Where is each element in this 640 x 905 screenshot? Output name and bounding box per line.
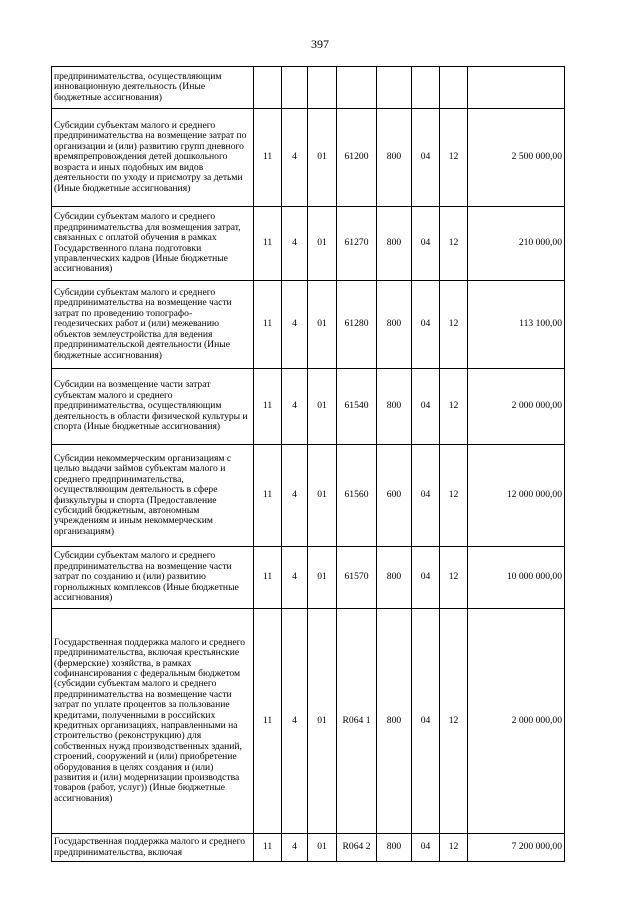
subsection-code: 12 xyxy=(440,281,468,369)
row-description: Субсидии некоммерческим организациям с целью выдачи займов субъектам малого и среднего предпринимательства, осуществляющим деятельность в сфере физкультуры и спорта (Предоставление субсидий бюджетным, автономным учреждениям и иным некоммерческим организациям) xyxy=(52,445,254,547)
event-code: 01 xyxy=(308,445,337,547)
table-row xyxy=(52,547,565,609)
expense-type-code: 800 xyxy=(377,281,412,369)
row-description: предпринимательства, осуществляющим инновационную деятельность (Иные бюджетные ассигнования) xyxy=(52,67,254,109)
expense-type-code: 800 xyxy=(377,109,412,207)
table-row xyxy=(52,834,565,862)
direction-code: 61570 xyxy=(337,547,377,609)
expense-type-code: 800 xyxy=(377,609,412,834)
section-code: 11 xyxy=(254,207,282,281)
row-description: Субсидии на возмещение части затрат субъектам малого и среднего предпринимательства, осуществляющим деятельность в области физической культуры и спорта (Иные бюджетные ассигнования) xyxy=(52,369,254,445)
subprogram-code: 4 xyxy=(282,834,308,862)
subprogram-code: 4 xyxy=(282,547,308,609)
subsection-code: 12 xyxy=(440,445,468,547)
subprogram-code: 4 xyxy=(282,207,308,281)
direction-code: 61280 xyxy=(337,281,377,369)
amount-value: 10 000 000,00 xyxy=(468,547,565,609)
chapter-code xyxy=(412,67,440,109)
subprogram-code: 4 xyxy=(282,281,308,369)
amount-value: 2 000 000,00 xyxy=(468,609,565,834)
direction-code: 61200 xyxy=(337,109,377,207)
section-code xyxy=(254,67,282,109)
event-code: 01 xyxy=(308,207,337,281)
direction-code: R064 2 xyxy=(337,834,377,862)
budget-table xyxy=(51,66,565,862)
amount-value: 12 000 000,00 xyxy=(468,445,565,547)
event-code xyxy=(308,67,337,109)
expense-type-code: 800 xyxy=(377,369,412,445)
direction-code xyxy=(337,67,377,109)
subprogram-code xyxy=(282,67,308,109)
table-row xyxy=(52,609,565,834)
chapter-code: 04 xyxy=(412,207,440,281)
table-row xyxy=(52,369,565,445)
amount-value xyxy=(468,67,565,109)
amount-value: 113 100,00 xyxy=(468,281,565,369)
amount-value: 2 000 000,00 xyxy=(468,369,565,445)
subprogram-code: 4 xyxy=(282,445,308,547)
direction-code: 61540 xyxy=(337,369,377,445)
chapter-code: 04 xyxy=(412,445,440,547)
subprogram-code: 4 xyxy=(282,609,308,834)
row-description: Субсидии субъектам малого и среднего предпринимательства на возмещение части затрат по проведению топографо-геодезических работ и (или) межеванию объектов землеустройства для ведения предпринимательской деятельности (Иные бюджетные ассигнования) xyxy=(52,281,254,369)
chapter-code: 04 xyxy=(412,547,440,609)
table-row xyxy=(52,109,565,207)
chapter-code: 04 xyxy=(412,834,440,862)
row-description: Субсидии субъектам малого и среднего предпринимательства на возмещение части затрат по созданию и (или) развитию горнолыжных комплексов (Иные бюджетные ассигнования) xyxy=(52,547,254,609)
section-code: 11 xyxy=(254,834,282,862)
section-code: 11 xyxy=(254,281,282,369)
subsection-code: 12 xyxy=(440,547,468,609)
row-description: Государственная поддержка малого и среднего предпринимательства, включая xyxy=(52,834,254,862)
direction-code: 61560 xyxy=(337,445,377,547)
event-code: 01 xyxy=(308,369,337,445)
chapter-code: 04 xyxy=(412,109,440,207)
section-code: 11 xyxy=(254,547,282,609)
event-code: 01 xyxy=(308,281,337,369)
section-code: 11 xyxy=(254,609,282,834)
section-code: 11 xyxy=(254,445,282,547)
event-code: 01 xyxy=(308,834,337,862)
event-code: 01 xyxy=(308,109,337,207)
expense-type-code: 800 xyxy=(377,207,412,281)
subsection-code: 12 xyxy=(440,207,468,281)
expense-type-code: 800 xyxy=(377,834,412,862)
page-number: 397 xyxy=(311,37,329,51)
subsection-code: 12 xyxy=(440,109,468,207)
amount-value: 7 200 000,00 xyxy=(468,834,565,862)
chapter-code: 04 xyxy=(412,609,440,834)
chapter-code: 04 xyxy=(412,281,440,369)
table-row xyxy=(52,207,565,281)
event-code: 01 xyxy=(308,609,337,834)
table-row xyxy=(52,67,565,109)
table-row xyxy=(52,445,565,547)
chapter-code: 04 xyxy=(412,369,440,445)
row-description: Субсидии субъектам малого и среднего предпринимательства для возмещения затрат, связанных с оплатой обучения в рамках Государственного плана подготовки управленческих кадров (Иные бюджетные ассигнования) xyxy=(52,207,254,281)
row-description: Государственная поддержка малого и среднего предпринимательства, включая крестьянские (фермерские) хозяйства, в рамках софинансирования с федеральным бюджетом (субсидии субъектам малого и среднего предпринимательства на возмещение части затрат по уплате процентов за пользование кредитами, полученными в российских кредитных организациях, направленными на строительство (реконструкцию) для собственных нужд производственных зданий, строений, сооружений и (или) приобретение оборудования в целях создания и (или) развития и (или) модернизации производства товаров (работ, услуг)) (Иные бюджетные ассигнования) xyxy=(52,609,254,834)
section-code: 11 xyxy=(254,109,282,207)
subsection-code: 12 xyxy=(440,369,468,445)
subsection-code: 12 xyxy=(440,834,468,862)
expense-type-code xyxy=(377,67,412,109)
section-code: 11 xyxy=(254,369,282,445)
subprogram-code: 4 xyxy=(282,109,308,207)
subprogram-code: 4 xyxy=(282,369,308,445)
expense-type-code: 600 xyxy=(377,445,412,547)
expense-type-code: 800 xyxy=(377,547,412,609)
amount-value: 210 000,00 xyxy=(468,207,565,281)
direction-code: 61270 xyxy=(337,207,377,281)
direction-code: R064 1 xyxy=(337,609,377,834)
row-description: Субсидии субъектам малого и среднего предпринимательства на возмещение затрат по организации и (или) развитию групп дневного времяпрепровождения детей дошкольного возраста и иных подобных им видов деятельности по уходу и присмотру за детьми (Иные бюджетные ассигнования) xyxy=(52,109,254,207)
subsection-code xyxy=(440,67,468,109)
subsection-code: 12 xyxy=(440,609,468,834)
event-code: 01 xyxy=(308,547,337,609)
table-row xyxy=(52,281,565,369)
amount-value: 2 500 000,00 xyxy=(468,109,565,207)
